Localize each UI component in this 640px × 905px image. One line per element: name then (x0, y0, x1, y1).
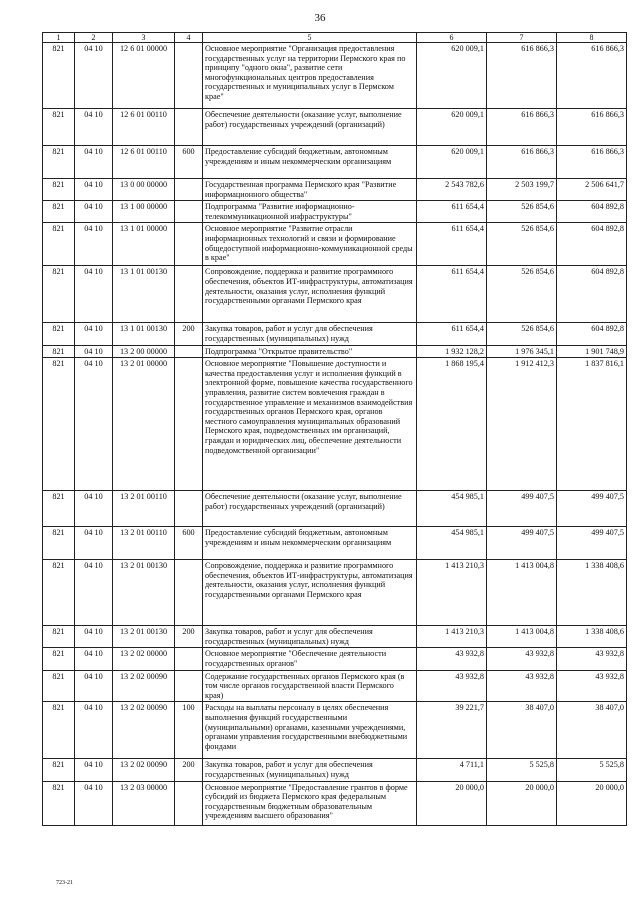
cell-target-article: 13 2 01 00110 (113, 527, 175, 560)
cell-amount-3: 499 407,5 (557, 491, 627, 527)
cell-amount-1: 611 654,4 (417, 223, 487, 266)
table-row (43, 201, 627, 223)
cell-target-article: 13 2 02 00090 (113, 702, 175, 759)
cell-target-article: 13 2 02 00090 (113, 759, 175, 781)
table-row (43, 670, 627, 702)
cell-sec-code: 821 (43, 223, 75, 266)
cell-subsection: 04 10 (75, 527, 113, 560)
cell-amount-3: 616 866,3 (557, 146, 627, 179)
cell-amount-2: 1 413 004,8 (487, 626, 557, 648)
cell-expense-type: 600 (175, 527, 203, 560)
cell-amount-2: 1 413 004,8 (487, 560, 557, 626)
cell-expense-type (175, 491, 203, 527)
table-body (43, 43, 627, 826)
cell-description: Расходы на выплаты персоналу в целях обеспечения выполнения функций государственными (муниципальными) органами, казенными учреждениями, органами управления государственными внебюджетными фондами (203, 702, 417, 759)
cell-amount-2: 616 866,3 (487, 109, 557, 146)
cell-target-article: 12 6 01 00110 (113, 146, 175, 179)
cell-description: Сопровождение, поддержка и развитие программного обеспечения, объектов ИТ-инфраструктуры, автоматизация деятельности, оказания услуг, исполнения функций государственными органами Пермского края (203, 560, 417, 626)
cell-sec-code: 821 (43, 759, 75, 781)
cell-expense-type (175, 560, 203, 626)
cell-amount-3: 1 338 408,6 (557, 626, 627, 648)
table-row (43, 109, 627, 146)
page-number: 36 (314, 12, 326, 24)
col-header: 5 (203, 33, 417, 43)
table-row (43, 560, 627, 626)
cell-description: Основное мероприятие "Обеспечение деятельности государственных органов" (203, 648, 417, 670)
cell-subsection: 04 10 (75, 358, 113, 491)
table-row (43, 266, 627, 323)
cell-expense-type: 100 (175, 702, 203, 759)
cell-amount-3: 604 892,8 (557, 201, 627, 223)
cell-expense-type (175, 345, 203, 358)
cell-subsection: 04 10 (75, 560, 113, 626)
cell-amount-2: 526 854,6 (487, 223, 557, 266)
cell-amount-1: 20 000,0 (417, 781, 487, 825)
cell-expense-type: 600 (175, 146, 203, 179)
cell-amount-3: 43 932,8 (557, 648, 627, 670)
cell-sec-code: 821 (43, 527, 75, 560)
cell-subsection: 04 10 (75, 223, 113, 266)
cell-amount-1: 1 932 128,2 (417, 345, 487, 358)
cell-amount-1: 454 985,1 (417, 527, 487, 560)
cell-target-article: 13 1 00 00000 (113, 201, 175, 223)
cell-sec-code: 821 (43, 560, 75, 626)
cell-subsection: 04 10 (75, 345, 113, 358)
cell-sec-code: 821 (43, 781, 75, 825)
cell-description: Основное мероприятие "Организация предоставления государственных услуг на территории Пермского края по принципу "одного окна", развитие сети многофункциональных центров предоставления государственных и муниципальных услуг в Пермском крае" (203, 43, 417, 109)
cell-amount-2: 5 525,8 (487, 759, 557, 781)
col-header: 7 (487, 33, 557, 43)
cell-description: Содержание государственных органов Пермского края (в том числе органов государственной власти Пермского края) (203, 670, 417, 702)
cell-expense-type: 200 (175, 759, 203, 781)
table-row (43, 345, 627, 358)
cell-target-article: 12 6 01 00110 (113, 109, 175, 146)
cell-description: Основное мероприятие "Предоставление грантов в форме субсидий из бюджета Пермского края федеральным государственным бюджетным образовательным учреждениям высшего образования" (203, 781, 417, 825)
table-row (43, 323, 627, 345)
cell-amount-2: 499 407,5 (487, 491, 557, 527)
cell-target-article: 13 0 00 00000 (113, 179, 175, 201)
cell-subsection: 04 10 (75, 626, 113, 648)
cell-amount-2: 20 000,0 (487, 781, 557, 825)
cell-sec-code: 821 (43, 179, 75, 201)
cell-amount-1: 620 009,1 (417, 109, 487, 146)
cell-amount-2: 1 976 345,1 (487, 345, 557, 358)
cell-expense-type (175, 179, 203, 201)
cell-amount-3: 604 892,8 (557, 266, 627, 323)
cell-amount-3: 1 338 408,6 (557, 560, 627, 626)
table-row (43, 491, 627, 527)
table-row (43, 43, 627, 109)
table-row (43, 648, 627, 670)
cell-amount-2: 499 407,5 (487, 527, 557, 560)
cell-description: Обеспечение деятельности (оказание услуг, выполнение работ) государственных учреждений (организаций) (203, 491, 417, 527)
cell-subsection: 04 10 (75, 670, 113, 702)
cell-amount-3: 604 892,8 (557, 223, 627, 266)
cell-amount-3: 1 901 748,9 (557, 345, 627, 358)
cell-sec-code: 821 (43, 345, 75, 358)
table-row (43, 358, 627, 491)
cell-amount-3: 1 837 816,1 (557, 358, 627, 491)
table-row (43, 146, 627, 179)
cell-description: Закупка товаров, работ и услуг для обеспечения государственных (муниципальных) нужд (203, 759, 417, 781)
cell-amount-2: 616 866,3 (487, 146, 557, 179)
cell-target-article: 13 2 02 00090 (113, 670, 175, 702)
cell-subsection: 04 10 (75, 702, 113, 759)
cell-expense-type (175, 358, 203, 491)
cell-subsection: 04 10 (75, 179, 113, 201)
cell-expense-type: 200 (175, 323, 203, 345)
cell-sec-code: 821 (43, 43, 75, 109)
cell-subsection: 04 10 (75, 759, 113, 781)
cell-target-article: 13 2 02 00000 (113, 648, 175, 670)
cell-amount-3: 20 000,0 (557, 781, 627, 825)
cell-amount-1: 611 654,4 (417, 266, 487, 323)
cell-expense-type (175, 223, 203, 266)
col-header: 3 (113, 33, 175, 43)
table-row (43, 702, 627, 759)
cell-target-article: 13 2 01 00130 (113, 560, 175, 626)
cell-amount-3: 604 892,8 (557, 323, 627, 345)
cell-subsection: 04 10 (75, 146, 113, 179)
cell-target-article: 13 1 01 00000 (113, 223, 175, 266)
cell-subsection: 04 10 (75, 781, 113, 825)
cell-sec-code: 821 (43, 109, 75, 146)
cell-sec-code: 821 (43, 626, 75, 648)
cell-amount-1: 620 009,1 (417, 146, 487, 179)
cell-amount-1: 2 543 782,6 (417, 179, 487, 201)
cell-expense-type: 200 (175, 626, 203, 648)
cell-amount-1: 620 009,1 (417, 43, 487, 109)
cell-subsection: 04 10 (75, 266, 113, 323)
cell-amount-3: 2 506 641,7 (557, 179, 627, 201)
cell-sec-code: 821 (43, 648, 75, 670)
cell-amount-2: 43 932,8 (487, 648, 557, 670)
cell-amount-2: 526 854,6 (487, 201, 557, 223)
cell-amount-2: 616 866,3 (487, 43, 557, 109)
cell-sec-code: 821 (43, 358, 75, 491)
cell-sec-code: 821 (43, 491, 75, 527)
table-row (43, 527, 627, 560)
cell-target-article: 13 2 01 00000 (113, 358, 175, 491)
cell-target-article: 13 2 03 00000 (113, 781, 175, 825)
cell-description: Закупка товаров, работ и услуг для обеспечения государственных (муниципальных) нужд (203, 626, 417, 648)
cell-subsection: 04 10 (75, 109, 113, 146)
cell-target-article: 13 1 01 00130 (113, 266, 175, 323)
col-header: 8 (557, 33, 627, 43)
cell-amount-1: 39 221,7 (417, 702, 487, 759)
cell-amount-2: 526 854,6 (487, 323, 557, 345)
cell-subsection: 04 10 (75, 491, 113, 527)
col-header: 2 (75, 33, 113, 43)
cell-amount-3: 616 866,3 (557, 109, 627, 146)
cell-expense-type (175, 648, 203, 670)
cell-amount-1: 454 985,1 (417, 491, 487, 527)
cell-amount-1: 43 932,8 (417, 648, 487, 670)
cell-target-article: 13 1 01 00130 (113, 323, 175, 345)
col-header: 6 (417, 33, 487, 43)
cell-description: Закупка товаров, работ и услуг для обеспечения государственных (муниципальных) нужд (203, 323, 417, 345)
cell-amount-2: 2 503 199,7 (487, 179, 557, 201)
cell-amount-3: 43 932,8 (557, 670, 627, 702)
table-row (43, 626, 627, 648)
budget-table (42, 32, 627, 826)
cell-expense-type (175, 670, 203, 702)
cell-amount-3: 5 525,8 (557, 759, 627, 781)
cell-sec-code: 821 (43, 323, 75, 345)
cell-expense-type (175, 266, 203, 323)
cell-target-article: 12 6 01 00000 (113, 43, 175, 109)
cell-subsection: 04 10 (75, 648, 113, 670)
cell-amount-1: 1 868 195,4 (417, 358, 487, 491)
cell-description: Предоставление субсидий бюджетным, автономным учреждениям и иным некоммерческим организациям (203, 527, 417, 560)
cell-amount-3: 499 407,5 (557, 527, 627, 560)
cell-description: Основное мероприятие "Повышение доступности и качества предоставления услуг и исполнения функций в электронной форме, повышение качества государственного управления, развитие систем вовлечения граждан в государственное управление и механизмов взаимодействия государственных органов Пермского края, органов местного самоуправления муниципальных образований Пермского края, подведомственных им организаций, граждан и юридических лиц, обеспечение деятельности подведомственной организации" (203, 358, 417, 491)
table-row (43, 759, 627, 781)
cell-target-article: 13 2 00 00000 (113, 345, 175, 358)
cell-description: Основное мероприятие "Развитие отрасли информационных технологий и связи и формирование общедоступной информационно-коммуникационной среды в крае" (203, 223, 417, 266)
cell-sec-code: 821 (43, 146, 75, 179)
cell-target-article: 13 2 01 00130 (113, 626, 175, 648)
table-header-row (43, 33, 627, 43)
cell-amount-1: 1 413 210,3 (417, 560, 487, 626)
cell-amount-1: 4 711,1 (417, 759, 487, 781)
cell-amount-1: 1 413 210,3 (417, 626, 487, 648)
cell-expense-type (175, 781, 203, 825)
cell-subsection: 04 10 (75, 43, 113, 109)
table-row (43, 781, 627, 825)
cell-description: Предоставление субсидий бюджетным, автономным учреждениям и иным некоммерческим организациям (203, 146, 417, 179)
cell-sec-code: 821 (43, 670, 75, 702)
cell-amount-3: 38 407,0 (557, 702, 627, 759)
cell-description: Подпрограмма "Открытое правительство" (203, 345, 417, 358)
cell-description: Обеспечение деятельности (оказание услуг, выполнение работ) государственных учреждений (организаций) (203, 109, 417, 146)
cell-sec-code: 821 (43, 201, 75, 223)
cell-amount-2: 38 407,0 (487, 702, 557, 759)
cell-subsection: 04 10 (75, 201, 113, 223)
col-header: 1 (43, 33, 75, 43)
cell-expense-type (175, 201, 203, 223)
cell-description: Государственная программа Пермского края "Развитие информационного общества" (203, 179, 417, 201)
cell-amount-1: 43 932,8 (417, 670, 487, 702)
cell-amount-1: 611 654,4 (417, 201, 487, 223)
footer-code: 723-21 (56, 880, 73, 886)
cell-amount-1: 611 654,4 (417, 323, 487, 345)
cell-sec-code: 821 (43, 702, 75, 759)
cell-sec-code: 821 (43, 266, 75, 323)
cell-amount-2: 43 932,8 (487, 670, 557, 702)
cell-subsection: 04 10 (75, 323, 113, 345)
cell-expense-type (175, 43, 203, 109)
table-row (43, 223, 627, 266)
cell-description: Подпрограмма "Развитие информационно-телекоммуникационной инфраструктуры" (203, 201, 417, 223)
cell-expense-type (175, 109, 203, 146)
table-row (43, 179, 627, 201)
cell-amount-2: 526 854,6 (487, 266, 557, 323)
cell-description: Сопровождение, поддержка и развитие программного обеспечения, объектов ИТ-инфраструктуры, автоматизация деятельности, оказания услуг, исполнения функций государственными органами Пермского края (203, 266, 417, 323)
col-header: 4 (175, 33, 203, 43)
cell-target-article: 13 2 01 00110 (113, 491, 175, 527)
cell-amount-3: 616 866,3 (557, 43, 627, 109)
cell-amount-2: 1 912 412,3 (487, 358, 557, 491)
